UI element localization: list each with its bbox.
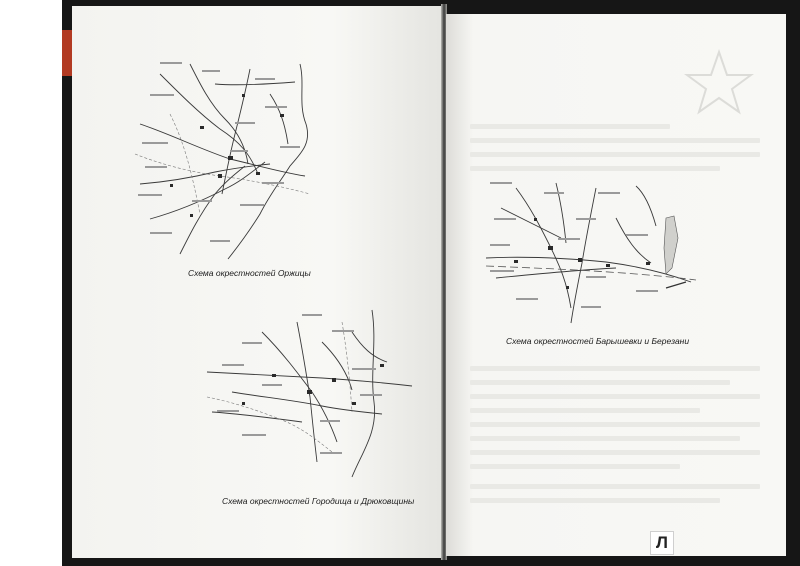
map-orzhitsa-caption: Схема окрестностей Оржицы [188,268,311,278]
watermark-badge: Л [650,531,674,555]
star-emblem-icon [684,48,754,118]
bleed-through-line [470,166,720,171]
bleed-through-line [470,498,720,503]
left-page [72,6,444,558]
map-orzhitsa [130,54,350,264]
bleed-through-line [470,408,700,413]
bleed-through-line [470,124,670,129]
map-baryshevka-caption: Схема окрестностей Барышевки и Березани [506,336,690,346]
bleed-through-line [470,394,760,399]
watermark [650,530,674,556]
bleed-through-line [470,422,760,427]
bleed-through-line [470,152,760,157]
bleed-through-line [470,450,760,455]
bleed-through-line [470,380,730,385]
map-gorodishche-caption: Схема окрестностей Городища и Дрюковщины [222,496,415,506]
bleed-through-line [470,436,740,441]
bleed-through-line [470,484,760,489]
bleed-through-line [470,464,680,469]
map-baryshevka [486,178,696,328]
right-page [446,14,786,556]
map-gorodishche [202,302,422,482]
bleed-through-line [470,138,760,143]
bleed-through-line [470,366,760,371]
cover-accent-stripe [62,30,72,76]
